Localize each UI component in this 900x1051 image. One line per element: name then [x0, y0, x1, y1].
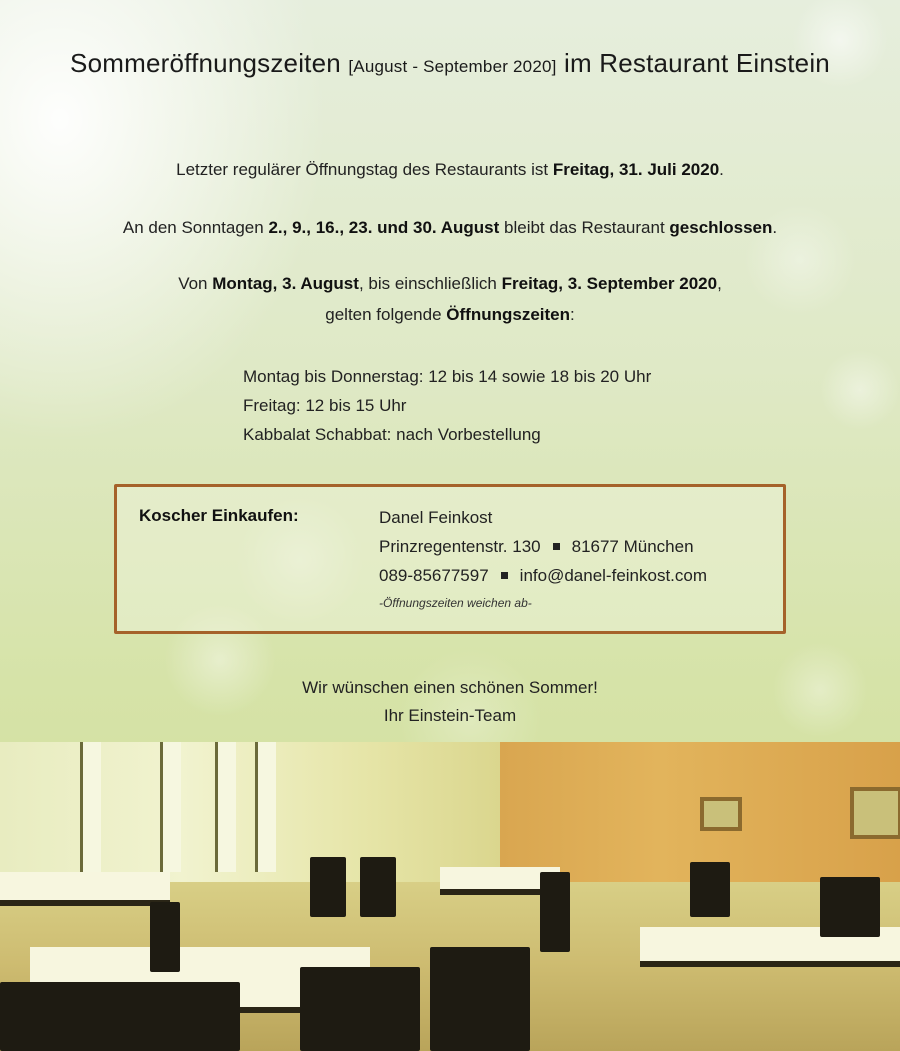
wall-picture [700, 797, 742, 831]
shop-name: Danel Feinkost [379, 508, 493, 527]
chair [690, 862, 730, 917]
chair [540, 872, 570, 952]
hours-mon-thu: Montag bis Donnerstag: 12 bis 14 sowie 18 bis 20 Uhr [243, 367, 652, 386]
period-notice: Von Montag, 3. August, bis einschließlich Freitag, 3. September 2020, gelten folgende Öffnungszeiten: [178, 274, 722, 324]
chair [310, 857, 346, 917]
shop-phone[interactable]: 089-85677597 [379, 566, 489, 585]
sunday-dates: 2., 9., 16., 23. und 30. August [268, 218, 500, 237]
page-title [0, 48, 900, 79]
hours-fri: Freitag: 12 bis 15 Uhr [243, 396, 407, 415]
period-end: Freitag, 3. September 2020 [501, 274, 718, 293]
last-day-notice: Letzter regulärer Öffnungstag des Restaurants ist Freitag, 31. Juli 2020. [176, 160, 724, 179]
wall-mirror [850, 787, 900, 839]
chair [300, 967, 420, 1051]
shop-email[interactable]: info@danel-feinkost.com [519, 566, 708, 585]
chair [430, 947, 530, 1051]
chair [360, 857, 396, 917]
title-date-range: [August - September 2020] [348, 57, 557, 76]
last-day-date: Freitag, 31. Juli 2020 [552, 160, 720, 179]
opening-hours-list [243, 362, 651, 449]
kosher-label: Koscher Einkaufen: [139, 506, 299, 525]
shop-city: 81677 München [571, 537, 694, 556]
closing-message [0, 674, 900, 730]
hours-shabbat: Kabbalat Schabbat: nach Vorbestellung [243, 425, 541, 444]
closing-signature: Ihr Einstein-Team [383, 706, 517, 725]
shop-street: Prinzregentenstr. 130 [379, 537, 541, 556]
bullet-square-icon [501, 572, 508, 579]
bullet-square-icon [553, 543, 560, 550]
restaurant-photo [0, 742, 900, 1051]
closed-state: geschlossen [669, 218, 773, 237]
chair [0, 982, 240, 1051]
sundays-closed-notice: An den Sonntagen 2., 9., 16., 23. und 30. August bleibt das Restaurant geschlossen. [122, 218, 778, 237]
shop-hours-note: -Öffnungszeiten weichen ab- [379, 596, 532, 610]
period-start: Montag, 3. August [212, 274, 359, 293]
table [0, 872, 170, 906]
chair [820, 877, 880, 937]
opening-hours-heading: Öffnungszeiten [446, 305, 570, 324]
kosher-details [379, 503, 707, 616]
title-main-b: im Restaurant Einstein [564, 48, 830, 78]
chair [150, 902, 180, 972]
kosher-shopping-box [114, 484, 786, 634]
closing-wish: Wir wünschen einen schönen Sommer! [302, 678, 598, 697]
title-main-a: Sommeröffnungszeiten [70, 48, 341, 78]
